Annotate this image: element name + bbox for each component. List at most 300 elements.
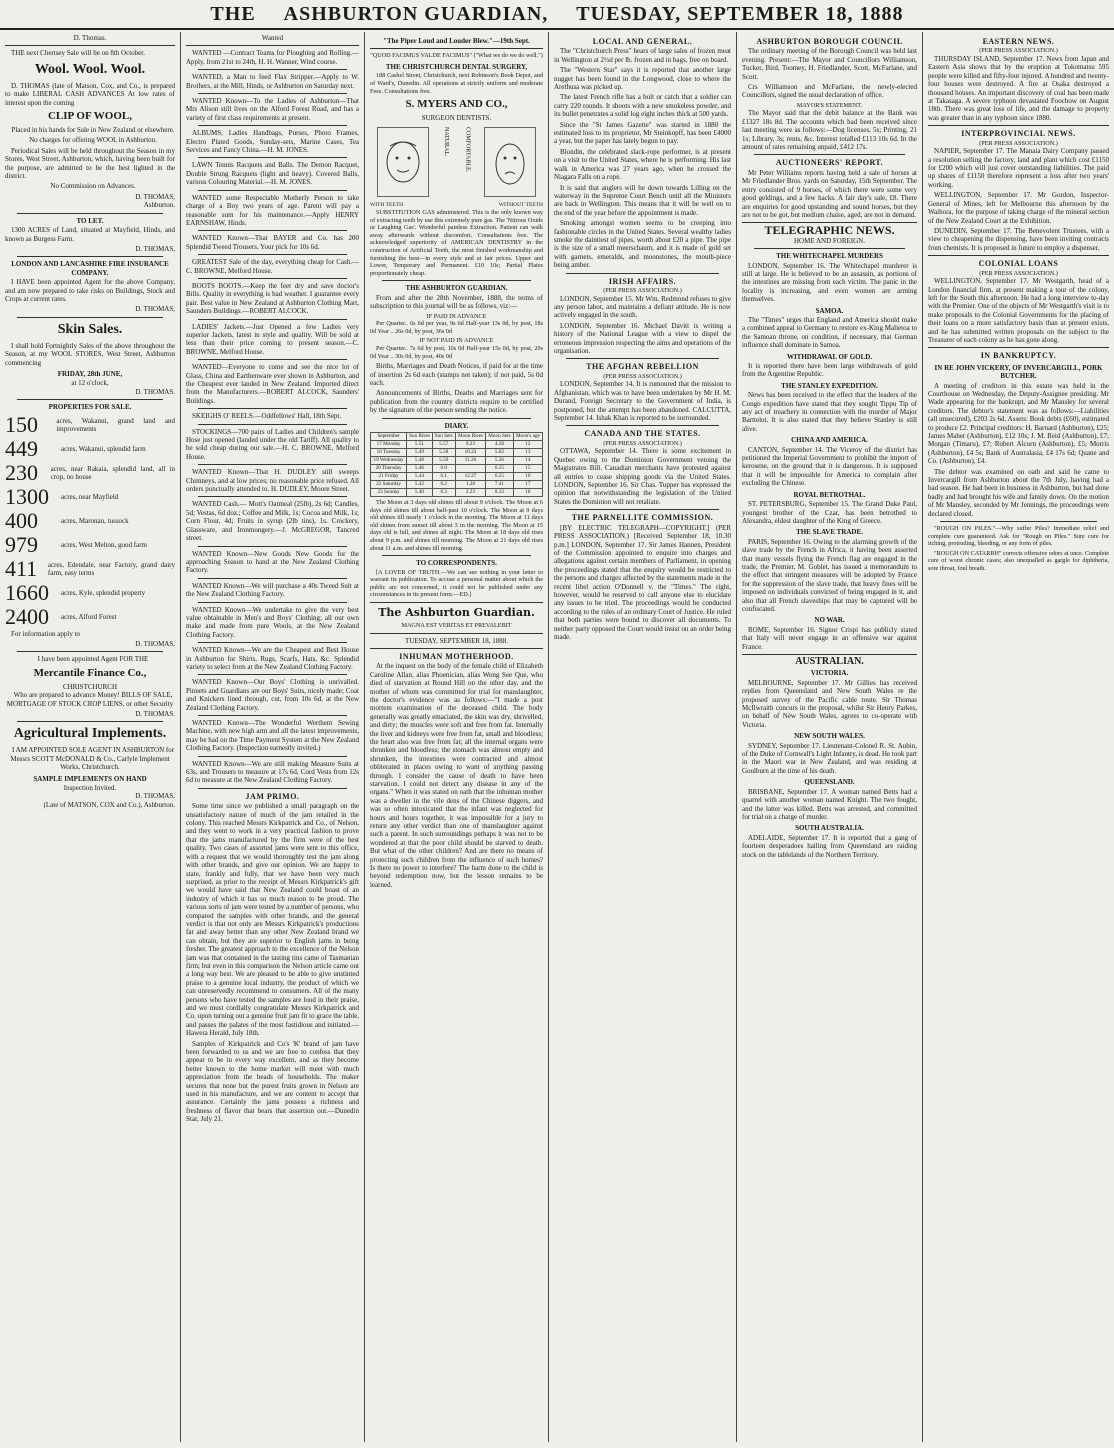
table-header-cell: September [371, 432, 407, 440]
wanted-ad: WANTED Known—We are the Cheapest and Best House in Ashburton for Shirts, Rugs, Scarfs, Hats, &c. Splendid variety to select from at the New Zealand Clothing Factory. [186, 646, 359, 671]
signature: D. THOMAS. [135, 387, 175, 396]
news-text: MELBOURNE, September 17. Mr Gillies has received replies from Queensland and New South Wales re the proposed survey of the Pacific cable route. Sir Thomas McIlwraith concurs in the proposal, whilst Sir Henry Parkes, on behalf of New South Wales, agrees to co-operate with Victoria. [742, 678, 917, 729]
jam-heading: JAM PRIMO. [245, 791, 300, 801]
property-item [5, 555, 175, 581]
clip-heading: CLIP OF WOOL, [47, 110, 133, 123]
mercantile-heading: Mercantile Finance Co., [33, 666, 147, 679]
table-cell: 14 [513, 456, 542, 464]
divider [742, 654, 917, 655]
table-cell: 22 Saturday [371, 480, 407, 488]
divider [17, 399, 163, 400]
divider [382, 280, 531, 281]
wanted-ad: ALBUMS, Ladies Handbags, Purses, Photo Frames, Electro Plated Goods, Sunday-sets, Marine Cases, Tea Services and Fancy China.—H. M. JONES. [186, 129, 359, 155]
table-cell: 5.48 [407, 456, 433, 464]
divider [198, 464, 347, 465]
divider [370, 633, 543, 634]
press-credit: (PER PRESS ASSOCIATION.) [603, 439, 682, 447]
dental-heading: THE CHRISTCHURCH DENTAL SURGERY, [385, 63, 528, 71]
divider [186, 45, 359, 46]
divider [370, 602, 543, 603]
divider [17, 721, 163, 722]
divider [198, 93, 347, 94]
face-without-teeth-icon [485, 136, 535, 196]
motto-text: "QUOD FACIMUS VALDE FACIMUS" ("What we do we do well.") [370, 52, 543, 60]
mercantile-text: Who are prepared to advance Money! BILLS OF SALE, MORTGAGE OF STOCK CROP LIENS, or other Security [6, 691, 174, 708]
divider [198, 674, 347, 675]
wanted-ad: WANTED Known—Our Boys' Clothing is unrivalled. Pinnets and Guardians are our Boys' Suits, nicely made; Coat and Knickers lined through, cut, from 10s 6d, at the New Zealand Clothing Factory. [186, 678, 359, 712]
implements-text: I AM APPOINTED SOLE AGENT IN ASHBURTON for Messrs SCOTT McDONALD & Co., Carlyle Implement Works, Christchurch. [10, 746, 175, 772]
news-heading: ROYAL BETROTHAL. [793, 490, 866, 499]
masthead [0, 0, 1114, 30]
news-heading: THE STANLEY EXPEDITION. [781, 381, 878, 390]
wanted-ad: GREATEST Sale of the day, everything cheap for Cash.—C. BROWNE, Melford House. [186, 258, 359, 275]
table-cell: 5.57 [432, 440, 455, 448]
correspondents-heading: TO CORRESPONDENTS. [416, 559, 497, 568]
table-cell: 6.3 [432, 488, 455, 496]
divider [198, 602, 347, 603]
table-cell: 11.26 [455, 456, 485, 464]
divider [198, 190, 347, 191]
wanted-ad: WANTED Known—We will purchase a 40s Tweed Suit at the New Zealand Clothing Factory. [186, 581, 359, 599]
local-text: The "Western Star" says it is reported that another large nugget has been found in the Longwood, close to where the Arethusa was picked up. [554, 66, 731, 92]
parnellite-text: [BY ELECTRIC TELEGRAPH—COPYRIGHT.] (PER PRESS ASSOCIATION.) [Received September 18, 10.30 p.m.] LONDON, September 17. Sir James Hannen, President of the Commission appointed to enquire into charges and allegations against certain members of Parliament, in opening the proceedings stated that the enquiry would be restricted to the persons and charges affected by the statements made in the recent libel action O'Donnell v. the "Times." The right, however, would be reserved to call anyone else to elucidate any issues to be tried. The proceedings would be conducted according to the rules of an ordinary Court of Justice. He ruled that both parties were bound to discover all documents. To neither party opposed the Court would insist on an order being made. [554, 523, 731, 641]
table-cell: 18 Tuesday [371, 448, 407, 456]
column-1 [0, 32, 180, 1440]
interprovincial-text: WELLINGTON, September 17. Mr Gordon, Inspector-General of Mines, left for Melbourne this afternoon by the Waihora, for the purpose of taking charge of the mineral section of the New Zealand Court at the Exhibition. [928, 191, 1109, 225]
news-heading: QUEENSLAND. [804, 778, 855, 787]
table-cell: 7.41 [486, 480, 514, 488]
local-text: Since the "St James Gazette" was started in 1880 the estimated loss to its proprietor, Mr Steinkopff, has been £4000 a year, but the paper has lately begun to pay. [554, 120, 731, 146]
news-text: LONDON, September 16. The Whitechapel murderer is still at large. He is believed to be an assassin, as portions of the intestines are missing from each victim. The panic in the locality is increasing, and even women are arming themselves. [742, 261, 917, 304]
news-text: It is reported there have been large withdrawals of gold from the Argentine Republic. [742, 362, 917, 379]
divider [198, 278, 347, 279]
local-text: The latest French rifle has a bolt or catch that a soldier can carry 220 rounds. It shoots with a new smokeless powder, and its bullet penetrates a solid log eight inches thick at 500 yards. [554, 93, 731, 119]
press-credit: (PER PRESS ASSOCIATION.) [979, 47, 1058, 55]
news-text: The "Times" urges that England and America should make a combined appeal to Germany to restore ex-King Malietoa to the Samoan throne, on condition, if necessary, that German influence shall dominate in Samoa. [742, 315, 917, 350]
local-heading: LOCAL AND GENERAL. [592, 37, 693, 46]
property-description: acres, near Rakaia, splendid land, all in crop, no house [50, 464, 175, 481]
bankruptcy-text: A meeting of creditors in this estate was held in the Courthouse on Wednesday, the Deputy-Assignee presiding. Mr Wade appearing for the bankrupt, and Mr Mansley for several creditors. The debtor's statement was as follows:—Liabilities (all unsecured), £203 2s 6d. Assets: Book debts (£60), estimated to produce £2. Principal creditors: H. Barnard (Ashburton), £25; James Maher (Ashburton), £12 10s; J. M. Reid (Ashburton), £7; Morgan (Timaru), £7; Robert Alcorn (Ashburton), £5; Morris (Ashburton), £4 5s; Bank of Australasia, £4 17s 6d; Quane and Co. (Ashburton), £4. [928, 381, 1109, 466]
myers-heading: S. MYERS AND CO., [405, 98, 508, 111]
bankruptcy-heading: IN BANKRUPTCY. [980, 351, 1057, 361]
divider [198, 578, 347, 579]
council-text: The ordinary meeting of the Borough Council was held last evening. Present:—The Mayor and Councillors Williamson, Tucker, Bird, Toomey, H. Friedlander, Scott, McFarlane, and Scott. [742, 47, 917, 81]
table-header-cell: Moon Rises [455, 432, 485, 440]
news-text: SYDNEY, September 17. Lieutenant-Colonel R. St. Aubin, of the Duke of Cornwall's Light Infantry, is dead. He took part in the Maori war in New Zealand, and was residing at Goulburn at the time of his death. [742, 741, 917, 775]
wanted-ad: WANTED —Contract Teams for Ploughing and Rolling.—Apply, from 21st to 24th, H. H. Wanner, Wind course. [186, 49, 359, 66]
council-heading: ASHBURTON BOROUGH COUNCIL [756, 37, 903, 46]
property-description: acres, Kyle, splendid property [61, 588, 146, 597]
terms-text: Per Quarter.. 6s 6d per year, 9s 6d Half-year 13s 0d, by post, 18s 0d Year .. 26s 0d, by post, 36s 0d [370, 320, 543, 335]
news-text: BRISBANE, September 17. A woman named Betts had a quarrel with another woman named Knight. The two fought, and the latter was killed. Betts was arrested, and committed for trial on a charge of murder. [742, 787, 917, 821]
piper-notice: "The Piper Loud and Louder Blew."—19th Sept. [383, 37, 530, 45]
property-item [5, 531, 175, 557]
table-cell: 6.2 [432, 480, 455, 488]
signature: D. THOMAS, [135, 305, 175, 314]
wanted-ad: WANTED Known—That BAYER and Co. has 200 Splendid Tweed Trousers. Your pick for 10s 6d. [186, 234, 359, 251]
column-4 [549, 32, 736, 1440]
divider [198, 254, 347, 255]
divider [928, 347, 1109, 348]
table-cell: 5.02 [486, 448, 514, 456]
divider [566, 273, 719, 274]
auctioneers-heading: AUCTIONEERS' REPORT. [775, 158, 884, 168]
wanted-ad: WANTED, a Man to feed Flax Stripper.—Apply to W. Brothers, at the Mill, Hinds, or Ashburton on Saturday next. [186, 73, 359, 90]
table-cell: 5.36 [486, 456, 514, 464]
column-3 [365, 32, 548, 1440]
table-cell: 5.49 [407, 448, 433, 456]
property-acreage: 449 [5, 435, 38, 461]
skin-sales-heading: Skin Sales. [57, 321, 123, 337]
signature: D. THOMAS. [135, 710, 175, 719]
to-let-heading: TO LET. [76, 216, 104, 225]
jam-text: Some time since we published a small paragraph on the unsatisfactory nature of much of the jam retailed in the colony. This reached Messrs Kirkpatrick and Co., of Nelson, and they went to work in a very practical fashion to prove that the jams manufactured by the firm were of the best quality. Two cases of assorted jams were sent to this office, with a request that we would thoroughly test the jam along with other brands, and give our opinion. We are happy to state, frankly and fully, that we have been very much surprised, as prior to the receipt of Messrs Kirkpatrick's gift we would have said that New Zealand could boast of an industry of which it has so much reason to be proud. The various sorts of jam were tested by a number of persons, who compared the samples with other brands, and the general verdict is that not only are Messrs Kirkpatrick's productions far and away better than any other New Zealand brand we can obtain, but they are superior to English jams in being fresher. The greatest approach to the excellence of the Nelson jam was that contained in the tasting tins came of Tasmanian firm; but even in this comparison the Nelson article came out a long way best. We are pleased to be able to give unstinted praise to a genuine local industry, the product of which we can unreservedly recommend to consumers. All of the many persons who have tested the samples are loud in their praise, and we must cordially congratulate Messrs Kirkpatrick and Co. upon turning out a genuine fruit jam fit to grace the table, and passes the palates of the most fastidious and initiated.—Hawera Herald, July 18th. [186, 802, 359, 1038]
wanted-ad: WANTED Known—That H. DUDLEY still sweeps Chimneys, and at low prices; no reasonable price refused. All orders punctually attended to. H. DUDLEY, Moore Street. [186, 468, 359, 494]
table-cell: 16 [513, 472, 542, 480]
paper-title: The Ashburton Guardian. [378, 605, 535, 619]
table-cell: 5.58 [432, 448, 455, 456]
wanted-ad: WANTED Cash.— Mott's Oatmeal (25lb), 2s 6d; Candles, 5d; Vestas, 6d doz.; Coffee and Milk, 1s; Cocoa and Milk, 1s; Corn Flour, 4d; Fruits in syrup (2lb tins), 1s. Crockery, Glassware, and Ironmongery.—J. McGREGOR, Tancred street. [186, 500, 359, 543]
table-cell: 5.51 [407, 440, 433, 448]
signature-place: Ashburton. [143, 201, 175, 210]
table-cell: 6.1 [432, 472, 455, 480]
caption-with-teeth: WITH TEETH [370, 201, 404, 208]
masthead-title: ASHBURTON GUARDIAN, [283, 2, 549, 25]
table-cell: 5.40 [407, 488, 433, 496]
property-item [5, 435, 175, 461]
wool-heading: Wool. Wool. Wool. [34, 61, 146, 77]
interprovincial-text: NAPIER, September 17. The Manaia Dairy Company passed a resolution selling the factory, land and plant which cost £1150 for £200 which will just cover outstanding liabilities. The paid up shares of £1150 therefore represent a loss after two years' working. [928, 147, 1109, 189]
divider [940, 521, 1097, 522]
masthead-date: TUESDAY, SEPTEMBER 18, 1888 [576, 2, 904, 25]
face-with-teeth-icon [378, 136, 428, 196]
dental-body: SUBSTITUTION GAS administered. This is the only known way of extracting teeth by use this extremely pure gas. The 'Nitrous Oxide or Laughing Gas'. Wonderful painless Extraction. Patient can walk away afterwards without discomfort. Consultations free. The acknowledged superiority of AMERICAN DENTISTRY in the construction of Artificial Teeth, the most finished workmanship and furnishing the best—in every style and at fair prices. Upper and Lower, Temporary and Permanent. £10 10s; Partial Plates proportionately cheap. [370, 209, 543, 277]
table-cell: 23 Sunday [371, 488, 407, 496]
divider [198, 157, 347, 158]
news-heading: CHINA AND AMERICA. [791, 436, 868, 445]
property-description: acres, Edendale, near Factory, grand dairy farm, easy terms [47, 560, 175, 577]
insurance-heading: LONDON AND LANCASHIRE FIRE INSURANCE COMPANY. [11, 260, 169, 277]
news-text: ST. PETERSBURG, September 15. The Grand Duke Paul, youngest brother of the Czar, has been betrothed to Alexandra, eldest daughter of the King of Greece. [742, 500, 917, 525]
property-acreage: 979 [5, 531, 38, 557]
table-cell: 12.27 [455, 472, 485, 480]
property-item [5, 507, 175, 533]
divider [754, 154, 905, 155]
table-cell: 6.55 [486, 472, 514, 480]
signature: D. THOMAS, [135, 192, 175, 201]
statement-subheading: MAYOR'S STATEMENT. [796, 101, 863, 109]
divider [198, 408, 347, 409]
advertisement: "ROUGH ON PILES."—Why suffer Piles? Immediate relief and complete cure guaranteed. Ask for "Rough on Piles." Sure cure for itching, protruding, bleeding, or any form of piles. [928, 525, 1109, 548]
wanted-ad: WANTED Known—We undertake to give the very best value obtainable in Men's and Boys' Clothing; all our own make and made from pure Wools, at the New Zealand Clothing Factory. [186, 605, 359, 639]
wanted-ad: WANTED Known—New Goods New Goods for the approaching Season to hand at the New Zealand Clothing Factory. [186, 549, 359, 575]
news-text: ROME, September 16. Signor Crispi has publicly stated that Italy will never engage in an offensive war against France. [742, 625, 917, 651]
auctioneers-text: Mr Peter Williams reports having held a sale of horses at Mr Friedlander Bros. yards on Saturday, 15th September. The entry consisted of 9 horses, of which there were some very good geldings, and a few hacks. A fair day's sale, £8. There are enquiries for good upstanding and sound horses, but they are not to be got, but medium chaise, aged, are not in demand. [742, 168, 917, 219]
property-description: acres, Wakanui, splendid farm [61, 444, 146, 453]
wanted-ad: LADIES' Jackets.—Just Opened a few Ladies very superior Jackets, latest in style and quality. Will be sold at less than their price coming to present season.—C. BROWNE, Melford House. [186, 322, 359, 356]
column-6 [923, 32, 1114, 1440]
table-cell: 17 [513, 480, 542, 488]
divider [198, 546, 347, 547]
sale-notice: THE next Chertsey Sale will be on 8th October. [11, 49, 145, 58]
afghan-text: LONDON, September 14. It is rumoured that the mission to Afghanistan, which was to have been undertaken by Mr H. M. Durand, Foreign Secretary to the Government of India, is postponed, but the attempt has been abandoned. CALCUTTA, September 14. Ishak Khan is reported to be surrounded. [554, 380, 731, 423]
article-text: At the inquest on the body of the female child of Elizabeth Caroline Allan, alias Phoenician, alias Wong See Que, who died of starvation at Round Hill on the other day, and the mother of whom was committed for trial for manslaughter, the doctor's evidence was as follows:—"I made a post mortem examination of the deceased child. The body generally was greatly emaciated, the skin was dry, shrivelled, and dirty; the muscles were soft and free from fat. Internally the liver and kidneys were free from fat, small and bloodless; the heart also was free from fat; all the internal organs were shrunken and bloodless; the stomach was almost empty and shrunken, the intestines were contracted and almost obliterated in places owing to want of anything passing through. I consider the cause of death to have been starvation. I could not detect any disease in any of the organs." When it was stated on oath that the inhuman mother was a dweller in the vile dens of the Chinese diggers, and was so often intoxicated that the infant was neglected for hours and hours together, it was impossible for a jury to return any other verdict than one of manslaughter against such a parent. In such surroundings perhaps it was not to be wondered at that the poor child should be starved to death. But what of the other children? And are there no means of protecting such children from the influence of such homes? Is there no power to interfere? The harm done to the child is beyond redemption now, but the lesson remains to be learned. [370, 662, 543, 889]
property-description: acres, Wakanui, grand land and improvements [56, 416, 175, 433]
australian-heading: AUSTRALIAN. [795, 656, 864, 667]
table-cell: 17 Monday [371, 440, 407, 448]
divider [198, 69, 347, 70]
table-cell: 10.23 [455, 448, 485, 456]
divider [198, 715, 347, 716]
table-cell: 4.28 [486, 440, 514, 448]
dental-text: 188 Cashel Street, Christchurch, next Robinson's Book Depot, and of Ward's, Dunedin. All operations at strictly uniform and moderate Fees. Consultations free. [370, 72, 543, 95]
correspondents-text: [A LOVER OF TRUTH.—We can see nothing in your letter to warrant its publication. To accuse a personal matter about which the public are not concerned, it could not be published under any circumstances in its present form.—ED.] [370, 568, 543, 599]
news-heading: THE WHITECHAPEL MURDERS [776, 252, 883, 261]
table-cell: 20 Thursday [371, 464, 407, 472]
jam-text-2: Samples of Kirkpatrick and Co's 'K' brand of jam have been forwarded to us and we are free to confess that they appear to be in every way excellent, and as they become better known to the home market will meet with much appreciation from the heads of households. The maker secures that none but the purest fruits grown in Nelson are used in his manufacture, and we are content to accept that assurance. Certainly the jams possess a richness and freshness of flavor that bears that assertion out.—Dunedin Star, July 21. [186, 1039, 359, 1124]
divider [198, 496, 347, 497]
no-commission-text: No Commission on Advances. [50, 182, 136, 191]
canada-text: OTTAWA, September 14. There is some excitement in Quebec owing to the Dominion Government vetoing the Magistrates Bill. Canadian merchants have protested against all entries to cease shipping goods via the United States. LONDON, September 16. Sir Chas. Tupper has expressed the opinion that notwithstanding the legislation of the United States the Dominion will not retaliate. [554, 447, 731, 506]
divider [198, 756, 347, 757]
wanted-ad: WANTED—Everyone to come and see the nice lot of Glass, China and Earthenware ever shown in Ashburton, and the Cheapest ever landed in New Zealand. Imported direct from the Manufacturers.—ROBERT ALCOCK, Saunders' Buildings. [186, 363, 359, 405]
local-text: The "Christchurch Press" hears of large sales of frozen meat in Wellington at 2½d per lb. frozen and in bags, free on board. [554, 47, 731, 64]
mercantile-city: CHRISTCHURCH [62, 682, 118, 691]
irish-heading: IRISH AFFAIRS. [608, 276, 677, 286]
divider [5, 45, 175, 46]
column-2 [181, 32, 364, 1440]
eastern-text: THURSDAY ISLAND, September 17. News from Japan and Eastern Asia shows that by the eruption at Tokomatsu 595 people were killed and fifty-four injured. A hundred and twenty-four houses were destroyed. A fire at Osaka destroyed a thousand houses. An important discovery of coal has been made at Takasaga. A severe typhoon devastated Foochow on August 18th. There was great loss of life, and the damage to property was greater than in any typhoon since 1880. [928, 55, 1109, 122]
dental-illustration [370, 127, 543, 197]
signature: D. THOMAS, [135, 792, 175, 801]
divider [382, 418, 531, 419]
info-text: For information apply to [11, 629, 81, 638]
table-cell: 21 Friday [371, 472, 407, 480]
table-header-cell: Moon Sets [486, 432, 514, 440]
table-cell: 1.28 [455, 480, 485, 488]
table-row [371, 448, 543, 456]
news-heading: SAMOA. [815, 306, 844, 315]
issue-date: TUESDAY, SEPTEMBER 18, 1888. [404, 636, 509, 645]
telegraphic-subheading: HOME AND FOREIGN. [794, 236, 865, 245]
afghan-heading: THE AFGHAN REBELLION [586, 362, 699, 372]
property-acreage: 400 [5, 507, 38, 533]
telegraphic-heading: TELEGRAPHIC NEWS. [764, 223, 895, 238]
divider [566, 425, 719, 426]
table-header-cell: Sun Rises [407, 432, 433, 440]
property-item [5, 411, 175, 437]
table-cell: 15 [513, 464, 542, 472]
subscription-text: From and after the 28th November, 1888, the terms of subscription to this journal will be as follows, viz:— [370, 293, 543, 311]
properties-heading: PROPERTIES FOR SALE. [48, 403, 132, 412]
moon-text: The Moon at 3 days old shines till about 9 o'clock. The Moon at 6 days old shines till about half-past 10 o'clock. The Moon at 9 days old shines till nearly 1 o'clock in the morning. The Moon at 11 days old shines from sunset till about 3 in the morning. The Moon at 15 days old is full, and shines all night. The Moon at 18 days old rises about 9 p.m. and shines till morning. The Moon at 21 days old rises about 11 a.m. and shines till morning. [370, 498, 543, 552]
canada-heading: CANADA AND THE STATES. [584, 429, 701, 439]
news-heading: NEW SOUTH WALES. [794, 732, 865, 741]
terms-heading-2: IF NOT PAID IN ADVANCE [419, 337, 494, 345]
diary-heading: DIARY. [444, 421, 469, 430]
divider [198, 125, 347, 126]
table-row [371, 456, 543, 464]
table-header-cell: Moon's age [513, 432, 542, 440]
interprovincial-text: DUNEDIN, September 17. The Benevolent Trustees, with a view to cheapening the dispensing, have been inviting contracts from chemists. It is proposed in future to employ a dispenser. [928, 226, 1109, 252]
caption-without-teeth: WITHOUT TEETH [498, 201, 543, 208]
periodical-text: Periodical Sales will be held throughout the Season in my Stores, West Street, Ashburton, which, having been built for the purpose, are admitted to be the best lighted in the district. [5, 146, 175, 181]
news-heading: THE SLAVE TRADE. [796, 528, 863, 537]
face-illustration [377, 127, 429, 197]
surgeon-text: SURGEON DENTISTS. [421, 114, 492, 123]
divider [566, 509, 719, 510]
advertisement: "ROUGH ON CATARRH" corrects offensive odors at once. Complete cure of worst chronic cases; also unequalled as gargle for diphtheria, sore throat, foul breath. [928, 549, 1109, 573]
property-acreage: 2400 [5, 603, 49, 629]
divider [198, 319, 347, 320]
property-item [5, 603, 175, 629]
divider [17, 651, 163, 652]
table-row [371, 440, 543, 448]
mercantile-intro: I have been appointed Agent FOR THE [37, 655, 149, 664]
divider [382, 555, 531, 556]
property-acreage: 230 [5, 459, 38, 485]
column-top-name: D. Thomas. [73, 34, 107, 42]
wanted-ad: SKEIGHS O' REELS.—Oddfellows' Hall, 18th Sept. [192, 412, 342, 421]
wanted-ad: LAWN Tennis Racquets and Balls. The Demon Racquet, Double Strung Racquets (light and heavy). Covered Balls, various Colouring Material.—H. M. JONES. [186, 161, 359, 187]
announcements-notice: Announcements of Births, Deaths and Marriages sent for publication from the country districts require to be certified by the signature of the person sending the notice. [370, 389, 543, 415]
masthead-the: THE [210, 2, 256, 25]
divider [198, 359, 347, 360]
inspection-text: Inspection Invited. [63, 784, 117, 793]
births-notice: Births, Marriages and Death Notices, if paid for at the time of insertion 2s 6d each (stamps not taken); if not paid, 5s 0d each. [370, 362, 543, 387]
irish-text-2: LONDON, September 16. Michael Davitt is writing a history of the National League with a view to dispel the erroneous impression respecting the aims and operations of the organisation. [554, 321, 731, 355]
insurance-text: I HAVE been appointed Agent for the above Company, and am now prepared to take risks on Buildings, Stock and Crops at current rates. [5, 278, 175, 303]
news-heading: VICTORIA. [810, 669, 849, 678]
local-text: It is said that anglers will be down towards Lilling on the waterway in the Supreme Court Bench until all the Ministers are back in Wellington. This means that it will be well on to the end of the year before the appointment is made. [554, 183, 731, 217]
to-let-text: 1300 ACRES of Land, situated at Mayfield, Hinds, and known as Burgess Farm. [5, 226, 175, 243]
divider [17, 317, 163, 318]
news-text: ADELAIDE, September 17. It is reported that a gang of fourteen desperadoes hailing from Queensland are raiding stock on the tablelands of the Northern Territory. [742, 833, 917, 859]
table-row [371, 488, 543, 496]
property-acreage: 150 [5, 411, 38, 437]
paper-motto: MAGNA EST VERITAS ET PREVALEBIT [401, 621, 512, 629]
table-cell: 19 Wednesday [371, 456, 407, 464]
article-heading: INHUMAN MOTHERHOOD. [399, 651, 514, 661]
divider [566, 358, 719, 359]
press-credit: (PER PRESS ASSOCIATION.) [603, 286, 682, 294]
news-heading: WITHDRAWAL OF GOLD. [786, 352, 873, 361]
council-text: Crs Williamson and McFarlane, the newly-elected Councillors, signed the usual declaration of office. [742, 83, 917, 100]
wanted-ad: WANTED Known—To the Ladies of Ashburton—That Mrs Alison still lives on the Alford Forest Road, and has a variety of first class requirements at present. [186, 97, 359, 122]
clip-text: Placed in his hands for Sale in New Zealand or elsewhere. [11, 126, 175, 135]
divider [17, 256, 163, 257]
table-row [371, 472, 543, 480]
divider [754, 248, 905, 249]
table-cell: 8.33 [486, 488, 514, 496]
table-header [371, 432, 543, 440]
signature: D. THOMAS, [135, 244, 175, 253]
wool-text: D. THOMAS (late of Matson, Cox, and Co., is prepared to make LIBERAL CASH ADVANCES At low rates of interest upon the coming [5, 81, 175, 107]
table-cell: 9.23 [455, 440, 485, 448]
signature-place: (Late of MATSON, COX and Co.), Ashburton. [43, 800, 175, 809]
table-cell: 18 [513, 488, 542, 496]
table-row [371, 480, 543, 488]
table-cell: 2.23 [455, 488, 485, 496]
parnellite-heading: THE PARNELLITE COMMISSION. [571, 513, 714, 523]
press-credit: (PER PRESS ASSOCIATION.) [979, 269, 1058, 277]
interprovincial-heading: INTERPROVINCIAL NEWS. [961, 129, 1076, 139]
signature: D. THOMAS, [135, 640, 175, 648]
table-cell: 5.46 [407, 464, 433, 472]
divider [928, 125, 1109, 126]
table-row [371, 464, 543, 472]
divider [17, 213, 163, 214]
news-text: News has been received to the effect that the leaders of the Congo expedition have stated that they sought Tippu Tip of any act of treachery in connection with the murder of Major Barttelot. It is also stated that they believe Stanley is still alive. [742, 391, 917, 433]
table-cell: 5.59 [432, 456, 455, 464]
property-description: acres, Alford Forest [61, 612, 117, 621]
wanted-ad: WANTED Known—The Wonderful Werthem Sewing Machine, with new high arm and all the latest improvements, may be had on the Time Payment System at the New Zealand Clothing Factory. (Inspection earnestly invited.) [186, 719, 359, 753]
divider [198, 788, 347, 789]
table-cell: 5.44 [407, 472, 433, 480]
terms-text-2: Per Quarter.. 7s 6d by post, 10s 0d Half-year 15s 0d, by post, 20s 0d Year .. 30s 0d, by post, 40s 0d [370, 344, 543, 360]
property-acreage: 1660 [5, 579, 49, 605]
comfortable-label: COMFORTABLE. [464, 126, 471, 172]
wanted-heading: Wanted [261, 34, 284, 42]
news-text: CANTON, September 14. The Viceroy of the district has petitioned the Imperial Government to prohibit the import of kerosene, on the ground that it is dangerous. It is supposed that it will be impossible for America to complain after excluding the Chinese. [742, 445, 917, 488]
skin-sales-text: I shall hold Fortnightly Sales of the above throughout the Season, at my WOOL STORES, West Street, Ashburton commencing [5, 341, 175, 367]
divider [370, 48, 543, 49]
local-text: Smoking amongst women seems to be creeping into fashionable circles in the United States. Several wealthy ladies smoke the daintiest of pipes, worth about £20 a pipe. The pipe is the size of a small meerschaum, and it is made of gold set with garnets, emeralds, and moonstones, the mouth-piece being amber. [554, 219, 731, 270]
terms-heading: IF PAID IN ADVANCE [426, 312, 487, 320]
property-acreage: 1300 [5, 483, 49, 509]
divider [198, 424, 347, 425]
table-cell [455, 464, 485, 472]
property-item [5, 483, 175, 509]
subscription-heading: THE ASHBURTON GUARDIAN. [405, 284, 508, 293]
samples-text: SAMPLE IMPLEMENTS ON HAND [33, 774, 147, 783]
face-illustration [484, 127, 536, 197]
divider [198, 642, 347, 643]
table-cell: 6.15 [486, 464, 514, 472]
wanted-ad: BOOTS BOOTS.—Keep the feet dry and save doctor's Bills. Quality in everything is bad weather. I guarantee every pair. Best value in New Zealand at Ashburton Clothing Mart, Saunders Buildings.—ROBERT ALCOCK. [186, 281, 359, 316]
news-heading: SOUTH AUSTRALIA. [795, 824, 864, 833]
table-cell: 13 [513, 448, 542, 456]
wanted-ad: WANTED Known—We are still making Measure Suits at 63s, and Trousers to measure at 17s 6d, Cord Vests from 12s 6d to measure at the New Zealand Clothing Factory. [186, 759, 359, 785]
bankruptcy-subheading: IN RE JOHN VICKERY, OF INVERCARGILL, PORK BUTCHER. [934, 363, 1103, 381]
property-description: acres, Maronan, tussock [61, 516, 129, 525]
news-heading: NO WAR. [814, 616, 845, 625]
divider [370, 648, 543, 649]
irish-text: LONDON, September 15. Mr Wm. Redmond refuses to give any person labor, and maintains a defiant attitude. He is now actively engaged in the south. [554, 294, 731, 320]
illustration-captions [370, 201, 543, 209]
diary-table [370, 432, 543, 497]
no-charge-text: No charges for offering WOOL in Ashburton. [29, 136, 157, 145]
table-cell: 6.0 [432, 464, 455, 472]
press-credit: (PER PRESS ASSOCIATION.) [979, 139, 1058, 147]
sale-date: FRIDAY, 28th JUNE, [57, 369, 123, 378]
council-text: The Mayor said that the debit balance at the Bank was £1327 18s 8d. The accounts which had been received since last meeting were as follows:—Dog licenses, 5s; Printing, 21 1s; Library, 3s; rents, &c. Interest totalled £113 10s 6d. In the amount of rates remaining unpaid, £412 17s. [742, 109, 917, 152]
table-cell: 12 [513, 440, 542, 448]
eastern-heading: EASTERN NEWS. [982, 37, 1055, 46]
table-cell: 5.42 [407, 480, 433, 488]
sale-time: at 12 o'clock, [71, 379, 109, 388]
colonial-loans-text: WELLINGTON, September 17. Mr Westgarth, head of a London financial firm, at present making a tour of the colony, left for the South this afternoon. He had a long interview to-day with the Premier. One of the objects of Mr Westgarth's visit is to make proposals to the Colonial Governments for the placing of their loans on a more satisfactory basis than at present exists, and he has submitted written proposals on the subject to the Treasurer of each colony as he has gone along. [928, 277, 1109, 344]
property-acreage: 411 [5, 555, 38, 581]
property-item [5, 579, 175, 605]
implements-heading: Agricultural Implements. [13, 726, 167, 742]
property-item [5, 459, 175, 485]
table-header-cell: Sun Sets [432, 432, 455, 440]
divider [928, 255, 1109, 256]
table-body [371, 440, 543, 496]
news-text: PARIS, September 16. Owing to the alarming growth of the slave trade by the French in Africa, it having been asserted that many vessels flying the French flag are engaged in the trade, the Premier, M. Goblet, has issued a memorandum to the effect that stringent measures will be adopted by France for the suppression of the slave trade, that heavy fines will be imposed on individuals convicted of being engaged in it, and also that all French slaveships that may be captured will be confiscated. [742, 537, 917, 613]
column-5 [737, 32, 922, 1440]
